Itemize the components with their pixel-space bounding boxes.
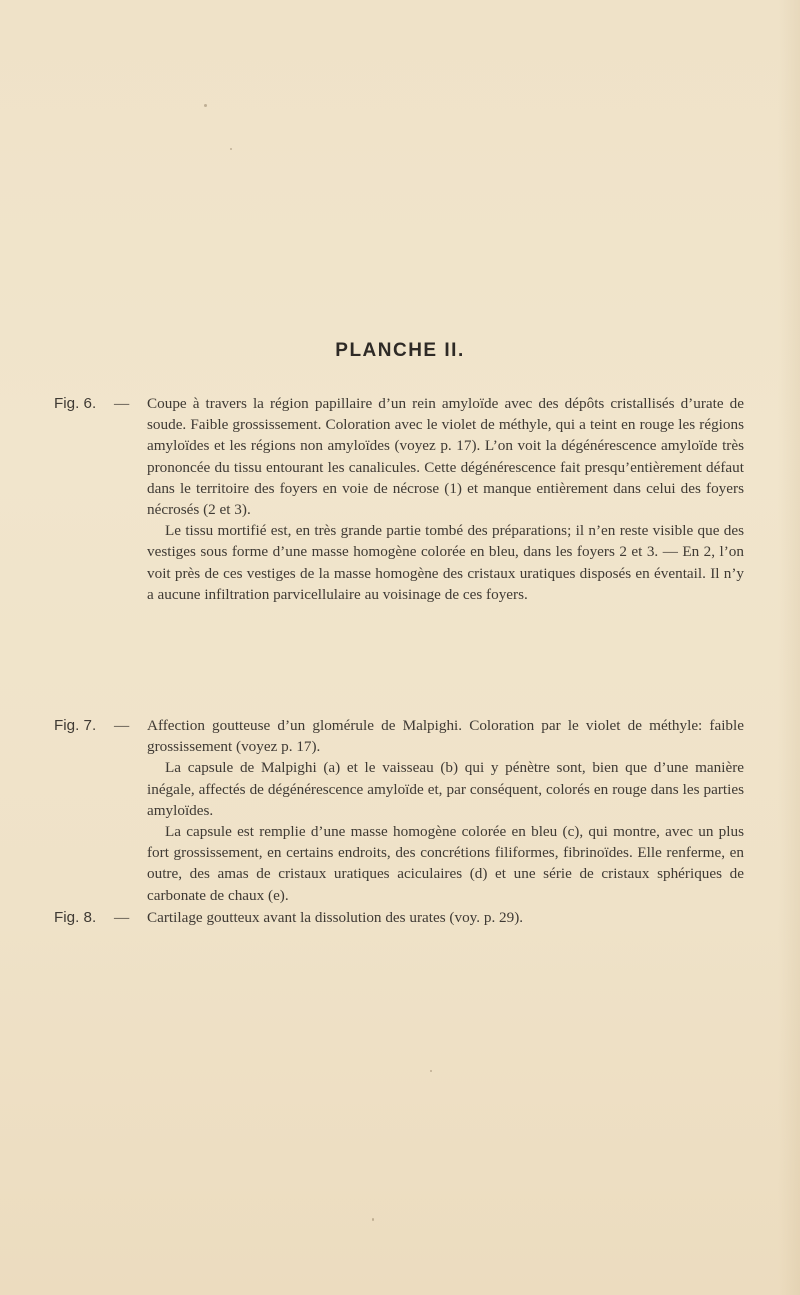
figure-6-caption bbox=[54, 393, 744, 605]
figure-label: Fig. 7. bbox=[54, 717, 97, 734]
figure-description bbox=[147, 907, 744, 928]
caption-paragraph: Cartilage goutteux avant la dissolution des urates (voy. p. 29). bbox=[147, 909, 524, 926]
figure-description bbox=[147, 393, 744, 605]
figure-7-caption bbox=[54, 715, 744, 906]
figure-dash: — bbox=[114, 909, 130, 926]
paper-speck bbox=[372, 1218, 374, 1221]
paper-speck bbox=[230, 148, 232, 150]
paper-speck bbox=[430, 1070, 432, 1072]
page-title: PLANCHE II. bbox=[335, 340, 465, 361]
caption-paragraph: Coupe à travers la région papillaire d’un rein amyloïde avec des dépôts cristallisés d’urate de soude. Faible grossissement. Coloration avec le violet de méthyle, qui a teint en rouge les régions amyloïdes et les régions non amyloïdes (voyez p. 17). L’on voit la dégénérescence amyloïde très prononcée du tissu entourant les canalicules. Cette dégénérescence fait presqu’entièrement défaut dans le territoire des foyers en voie de nécrose (1) et manque entièrement dans celui des foyers nécrosés (2 et 3). bbox=[147, 395, 744, 519]
caption-paragraph: La capsule est remplie d’une masse homogène colorée en bleu (c), qui montre, avec un plus fort grossissement, en certains endroits, des concrétions filiformes, fibrinoïdes. Elle renferme, en outre, des amas de cristaux uratiques aciculaires (d) et une série de cristaux sphériques de carbonate de chaux (e). bbox=[147, 823, 744, 904]
figure-label: Fig. 8. bbox=[54, 909, 97, 926]
caption-paragraph: La capsule de Malpighi (a) et le vaisseau (b) qui y pénètre sont, bien que d’une manière inégale, affectés de dégénérescence amyloïde et, par conséquent, colorés en rouge dans les parties amyloïdes. bbox=[147, 759, 744, 819]
caption-paragraph: Le tissu mortifié est, en très grande partie tombé des préparations; il n’en reste visible que des vestiges sous forme d’une masse homogène colorée en bleu, dans les foyers 2 et 3. — En 2, l’on voit près de ces vestiges de la masse homogène des cristaux uratiques disposés en éventail. Il n’y a aucune infiltration parvicellulaire au voisinage de ces foyers. bbox=[147, 522, 744, 603]
figure-8-caption bbox=[54, 907, 744, 928]
figure-label: Fig. 6. bbox=[54, 395, 97, 412]
paper-edge-shadow bbox=[778, 0, 800, 1295]
figure-dash: — bbox=[114, 395, 130, 412]
figure-dash: — bbox=[114, 717, 130, 734]
caption-paragraph: Affection goutteuse d’un glomérule de Malpighi. Coloration par le violet de méthyle: faible grossissement (voyez p. 17). bbox=[147, 717, 744, 756]
paper-speck bbox=[204, 104, 207, 107]
figure-description bbox=[147, 715, 744, 906]
